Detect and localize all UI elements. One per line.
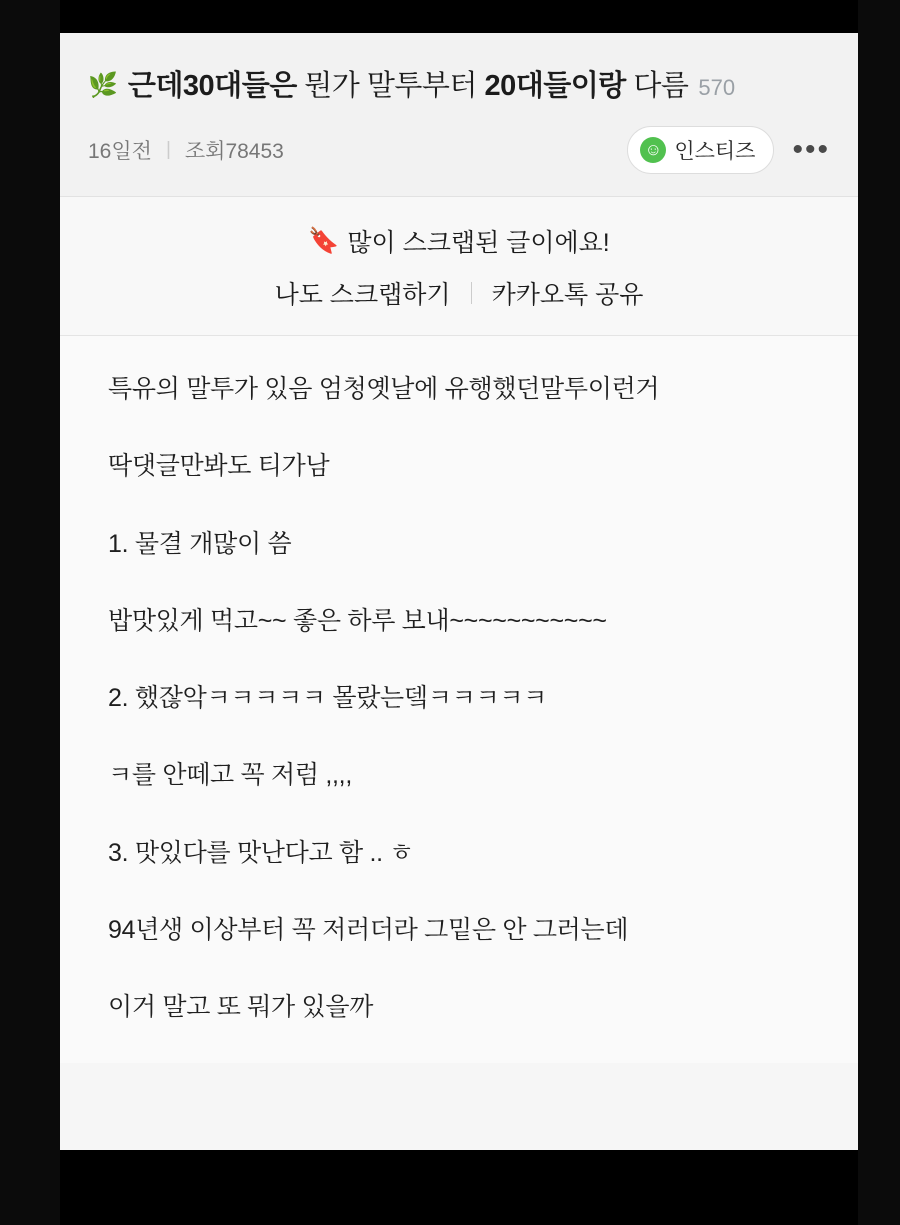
title-bold-2: 20대들이랑 [484, 70, 626, 102]
post-paragraph: 3. 맛있다를 맛난다고 함 .. ㅎ [108, 838, 414, 867]
source-button[interactable] [627, 126, 774, 174]
bookmark-icon: 🔖 [308, 226, 340, 255]
scrap-actions [60, 275, 858, 311]
post-header [60, 33, 858, 197]
page-title[interactable] [128, 63, 689, 104]
post-paragraph: 1. 물결 개많이 씀 [108, 529, 292, 558]
kakao-share-button[interactable]: 카카오톡 공유 [491, 281, 644, 309]
post-paragraph: 특유의 말투가 있음 엄청옛날에 유행했던말투이런거 [108, 375, 660, 403]
post-meta-row [88, 126, 830, 196]
post-date: 16일전 [88, 140, 152, 163]
title-bold-1: 근데30대들은 [127, 70, 297, 102]
post-meta-left [88, 135, 284, 165]
smiley-icon: ☺ [640, 137, 666, 163]
view-count: 조회78453 [184, 140, 284, 163]
scrap-headline: 많이 스크랩된 글이에요! [347, 229, 610, 257]
left-letterbox [0, 0, 60, 1225]
post-paragraph: 이거 말고 또 뭐가 있을까 [108, 993, 374, 1021]
more-options-button[interactable]: ••• [792, 133, 830, 166]
title-light-1: 뭔가 말투부터 [296, 70, 485, 102]
right-letterbox [858, 0, 900, 1225]
post-paragraph: 밥맛있게 먹고~~ 좋은 하루 보내~~~~~~~~~~~ [108, 606, 607, 635]
post-body [60, 336, 858, 1063]
action-divider [471, 282, 472, 304]
source-name: 인스티즈 [674, 140, 756, 163]
scrap-action-button[interactable]: 나도 스크랩하기 [274, 281, 451, 309]
comment-count: 570 [698, 75, 736, 100]
scrap-banner [60, 197, 858, 336]
meta-separator: | [165, 139, 171, 160]
scrap-headline-row [60, 223, 858, 259]
post-paragraph: 딱댓글만봐도 티가남 [108, 452, 330, 481]
leaf-icon: 🌿 [88, 72, 118, 99]
title-light-2: 다름 [625, 70, 689, 102]
post-paragraph: 2. 했잖악ㅋㅋㅋㅋㅋ 몰랐는뎈ㅋㅋㅋㅋㅋ [108, 684, 547, 712]
post-paragraph: 94년생 이상부터 꼭 저러더라 그밑은 안 그러는데 [108, 915, 629, 944]
post-card [60, 33, 858, 1150]
title-row [88, 63, 830, 104]
post-paragraph: ㅋ를 안떼고 꼭 저럼 ,,,, [108, 761, 352, 790]
post-meta-right [627, 126, 830, 174]
